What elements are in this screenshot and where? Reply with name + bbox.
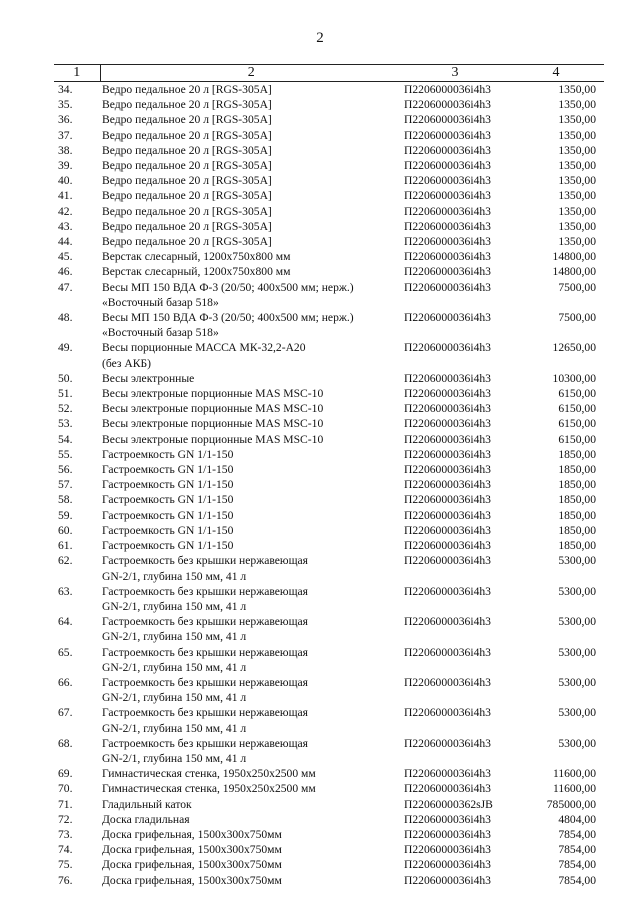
inventory-code: П2206000036i4h3 — [404, 584, 491, 598]
item-name-cell — [100, 462, 402, 477]
item-price: 1850,00 — [558, 478, 596, 492]
table-row — [54, 675, 604, 705]
item-name-cell — [100, 310, 402, 340]
item-name: Гладильный каток — [102, 797, 192, 811]
table-row — [54, 766, 604, 781]
item-price: 1350,00 — [558, 128, 596, 142]
inventory-code: П2206000036i4h3 — [404, 387, 491, 401]
row-number: 58. — [58, 493, 73, 507]
item-name: Ведро педальное 20 л [RGS-305A] — [102, 204, 272, 218]
row-number: 38. — [58, 143, 73, 157]
inventory-code: П2206000036i4h3 — [404, 204, 491, 218]
inventory-code: П2206000036i4h3 — [404, 189, 491, 203]
item-name-cell — [100, 827, 402, 842]
inventory-code: П2206000036i4h3 — [404, 645, 491, 659]
item-name: Ведро педальное 20 л [RGS-305A] — [102, 143, 272, 157]
inventory-code: П2206000036i4h3 — [404, 736, 491, 750]
inventory-code: П2206000036i4h3 — [404, 280, 491, 294]
item-name-cell — [100, 158, 402, 173]
item-price: 5300,00 — [558, 706, 596, 720]
item-name-cell — [100, 477, 402, 492]
item-price: 1350,00 — [558, 174, 596, 188]
item-name-cell — [100, 280, 402, 310]
item-name-cell — [100, 188, 402, 203]
table-row — [54, 401, 604, 416]
item-price: 1850,00 — [558, 539, 596, 553]
item-price: 5300,00 — [558, 615, 596, 629]
item-name: Ведро педальное 20 л [RGS-305A] — [102, 174, 272, 188]
item-price: 1350,00 — [558, 98, 596, 112]
inventory-code: П2206000036i4h3 — [404, 463, 491, 477]
inventory-code: П2206000036i4h3 — [404, 767, 491, 781]
row-number: 57. — [58, 478, 73, 492]
item-name-continued: GN-2/1, глубина 150 мм, 41 л — [102, 691, 247, 705]
item-price: 7854,00 — [558, 843, 596, 857]
item-price: 1850,00 — [558, 508, 596, 522]
item-name-cell — [100, 401, 402, 416]
table-row — [54, 97, 604, 112]
inventory-code: П2206000036i4h3 — [404, 843, 491, 857]
row-number: 74. — [58, 843, 73, 857]
table-row — [54, 812, 604, 827]
row-number: 69. — [58, 767, 73, 781]
item-name-cell — [100, 386, 402, 401]
item-name-cell — [100, 492, 402, 507]
table-row — [54, 173, 604, 188]
table-row — [54, 447, 604, 462]
row-number: 43. — [58, 219, 73, 233]
inventory-code: П2206000036i4h3 — [404, 402, 491, 416]
row-number: 48. — [58, 311, 73, 325]
item-name-cell — [100, 249, 402, 264]
table-row — [54, 553, 604, 583]
inventory-code: П2206000036i4h3 — [404, 812, 491, 826]
table-row — [54, 842, 604, 857]
item-name-continued: GN-2/1, глубина 150 мм, 41 л — [102, 569, 247, 583]
item-price: 10300,00 — [552, 371, 596, 385]
item-name-cell — [100, 705, 402, 735]
item-name: Верстак слесарный, 1200x750x800 мм — [102, 250, 291, 264]
row-number: 59. — [58, 508, 73, 522]
table-row — [54, 873, 604, 888]
inventory-code: П2206000036i4h3 — [404, 371, 491, 385]
inventory-code: П2206000036i4h3 — [404, 508, 491, 522]
item-price: 4804,00 — [558, 812, 596, 826]
item-name-continued: GN-2/1, глубина 150 мм, 41 л — [102, 660, 247, 674]
inventory-code: П2206000036i4h3 — [404, 706, 491, 720]
item-name: Доска грифельная, 1500x300x750мм — [102, 843, 282, 857]
item-price: 785000,00 — [546, 797, 596, 811]
item-price: 5300,00 — [558, 675, 596, 689]
row-number: 50. — [58, 371, 73, 385]
row-number: 37. — [58, 128, 73, 142]
inventory-code: П2206000036i4h3 — [404, 827, 491, 841]
inventory-code: П2206000036i4h3 — [404, 113, 491, 127]
table-row — [54, 827, 604, 842]
item-name-cell — [100, 584, 402, 614]
item-price: 1350,00 — [558, 204, 596, 218]
row-number: 72. — [58, 812, 73, 826]
item-name-continued: GN-2/1, глубина 150 мм, 41 л — [102, 721, 247, 735]
item-name: Гастроемкость GN 1/1-150 — [102, 539, 234, 553]
item-name: Доска грифельная, 1500x300x750мм — [102, 873, 282, 887]
item-name-cell — [100, 128, 402, 143]
item-price: 1350,00 — [558, 189, 596, 203]
page-number: 2 — [316, 30, 324, 46]
table-row — [54, 112, 604, 127]
item-price: 7500,00 — [558, 280, 596, 294]
inventory-code: П2206000036i4h3 — [404, 128, 491, 142]
row-number: 47. — [58, 280, 73, 294]
item-name-cell — [100, 447, 402, 462]
table-row — [54, 645, 604, 675]
item-name: Гастроемкость без крышки нержавеющая — [102, 706, 308, 720]
item-name: Гимнастическая стенка, 1950x250x2500 мм — [102, 767, 316, 781]
item-name: Гастроемкость без крышки нержавеющая — [102, 675, 308, 689]
table-row — [54, 462, 604, 477]
item-price: 1350,00 — [558, 83, 596, 96]
item-price: 14800,00 — [552, 250, 596, 264]
item-name: Весы электроные порционные MAS MSC-10 — [102, 402, 324, 416]
item-name: Ведро педальное 20 л [RGS-305A] — [102, 128, 272, 142]
item-name-continued: GN-2/1, глубина 150 мм, 41 л — [102, 630, 247, 644]
table-row — [54, 705, 604, 735]
inventory-code: П2206000036i4h3 — [404, 265, 491, 279]
item-name-cell — [100, 340, 402, 370]
item-name: Гастроемкость GN 1/1-150 — [102, 493, 234, 507]
inventory-code: П2206000036i4h3 — [404, 159, 491, 173]
item-price: 6150,00 — [558, 432, 596, 446]
table-row — [54, 797, 604, 812]
item-name-cell — [100, 523, 402, 538]
item-price: 7500,00 — [558, 311, 596, 325]
inventory-code: П2206000036i4h3 — [404, 523, 491, 537]
row-number: 76. — [58, 873, 73, 887]
item-name-cell — [100, 675, 402, 705]
item-name: Гимнастическая стенка, 1950x250x2500 мм — [102, 782, 316, 796]
item-name-cell — [100, 432, 402, 447]
item-name: Весы электронные — [102, 371, 195, 385]
header-col-2: 2 — [100, 65, 402, 82]
item-name-cell — [100, 508, 402, 523]
row-number: 51. — [58, 387, 73, 401]
inventory-code: П2206000036i4h3 — [404, 447, 491, 461]
table-row — [54, 219, 604, 234]
item-price: 5300,00 — [558, 736, 596, 750]
table-row — [54, 340, 604, 370]
row-number: 60. — [58, 523, 73, 537]
item-price: 1850,00 — [558, 523, 596, 537]
item-name-cell — [100, 264, 402, 279]
item-name-cell — [100, 234, 402, 249]
row-number: 52. — [58, 402, 73, 416]
item-name-cell — [100, 614, 402, 644]
item-name-cell — [100, 645, 402, 675]
table-row — [54, 523, 604, 538]
row-number: 70. — [58, 782, 73, 796]
inventory-table — [54, 64, 604, 888]
item-name: Весы электроные порционные MAS MSC-10 — [102, 387, 324, 401]
item-name: Ведро педальное 20 л [RGS-305A] — [102, 189, 272, 203]
row-number: 61. — [58, 539, 73, 553]
row-number: 45. — [58, 250, 73, 264]
inventory-code: П2206000036i4h3 — [404, 554, 491, 568]
row-number: 56. — [58, 463, 73, 477]
table-row — [54, 128, 604, 143]
item-price: 6150,00 — [558, 387, 596, 401]
item-name: Гастроемкость без крышки нержавеющая — [102, 736, 308, 750]
item-name: Гастроемкость GN 1/1-150 — [102, 447, 234, 461]
row-number: 41. — [58, 189, 73, 203]
item-price: 12650,00 — [552, 341, 596, 355]
table-row — [54, 477, 604, 492]
inventory-code: П2206000036i4h3 — [404, 235, 491, 249]
item-price: 5300,00 — [558, 554, 596, 568]
header-col-4: 4 — [508, 65, 604, 82]
table-row — [54, 249, 604, 264]
item-name-cell — [100, 219, 402, 234]
item-price: 7854,00 — [558, 858, 596, 872]
row-number: 64. — [58, 615, 73, 629]
table-row — [54, 280, 604, 310]
item-name: Гастроемкость GN 1/1-150 — [102, 523, 234, 537]
inventory-code: П2206000036i4h3 — [404, 493, 491, 507]
table-body — [54, 82, 604, 888]
row-number: 34. — [58, 83, 73, 96]
inventory-code: П22060000362sJB — [404, 797, 493, 811]
inventory-code: П2206000036i4h3 — [404, 219, 491, 233]
item-name-cell — [100, 842, 402, 857]
table-row — [54, 781, 604, 796]
item-name-cell — [100, 797, 402, 812]
item-price: 5300,00 — [558, 645, 596, 659]
inventory-code: П2206000036i4h3 — [404, 539, 491, 553]
row-number: 49. — [58, 341, 73, 355]
row-number: 75. — [58, 858, 73, 872]
row-number: 40. — [58, 174, 73, 188]
item-name: Ведро педальное 20 л [RGS-305A] — [102, 98, 272, 112]
table-row — [54, 158, 604, 173]
item-name-continued: (без АКБ) — [102, 356, 151, 370]
item-name: Весы МП 150 ВДА Ф-3 (20/50; 400x500 мм; нерж.) — [102, 311, 354, 325]
table-row — [54, 736, 604, 766]
inventory-code: П2206000036i4h3 — [404, 432, 491, 446]
row-number: 67. — [58, 706, 73, 720]
item-price: 1350,00 — [558, 235, 596, 249]
inventory-code: П2206000036i4h3 — [404, 250, 491, 264]
item-name-cell — [100, 97, 402, 112]
item-name: Ведро педальное 20 л [RGS-305A] — [102, 235, 272, 249]
item-name-cell — [100, 143, 402, 158]
table-row — [54, 264, 604, 279]
item-price: 1850,00 — [558, 493, 596, 507]
inventory-code: П2206000036i4h3 — [404, 478, 491, 492]
inventory-code: П2206000036i4h3 — [404, 83, 491, 96]
row-number: 63. — [58, 584, 73, 598]
item-price: 6150,00 — [558, 402, 596, 416]
inventory-code: П2206000036i4h3 — [404, 311, 491, 325]
item-name: Ведро педальное 20 л [RGS-305A] — [102, 159, 272, 173]
item-name: Ведро педальное 20 л [RGS-305A] — [102, 83, 272, 96]
item-name-cell — [100, 812, 402, 827]
inventory-code: П2206000036i4h3 — [404, 782, 491, 796]
row-number: 35. — [58, 98, 73, 112]
inventory-code: П2206000036i4h3 — [404, 675, 491, 689]
item-name: Гастроемкость без крышки нержавеющая — [102, 584, 308, 598]
item-price: 5300,00 — [558, 584, 596, 598]
item-name-cell — [100, 553, 402, 583]
table-row — [54, 508, 604, 523]
row-number: 71. — [58, 797, 73, 811]
item-name-cell — [100, 112, 402, 127]
item-name-cell — [100, 82, 402, 98]
item-price: 1350,00 — [558, 219, 596, 233]
item-name: Гастроемкость GN 1/1-150 — [102, 508, 234, 522]
table-row — [54, 386, 604, 401]
item-price: 1850,00 — [558, 463, 596, 477]
row-number: 39. — [58, 159, 73, 173]
item-name: Доска грифельная, 1500x300x750мм — [102, 827, 282, 841]
table-row — [54, 614, 604, 644]
item-name: Ведро педальное 20 л [RGS-305A] — [102, 113, 272, 127]
item-name: Гастроемкость без крышки нержавеющая — [102, 615, 308, 629]
row-number: 55. — [58, 447, 73, 461]
table-row — [54, 538, 604, 553]
item-name: Весы МП 150 ВДА Ф-3 (20/50; 400x500 мм; нерж.) — [102, 280, 354, 294]
row-number: 66. — [58, 675, 73, 689]
row-number: 36. — [58, 113, 73, 127]
inventory-code: П2206000036i4h3 — [404, 615, 491, 629]
item-name-cell — [100, 538, 402, 553]
item-price: 11600,00 — [552, 782, 596, 796]
header-col-3: 3 — [402, 65, 508, 82]
item-price: 1850,00 — [558, 447, 596, 461]
item-name-cell — [100, 781, 402, 796]
inventory-code: П2206000036i4h3 — [404, 98, 491, 112]
inventory-code: П2206000036i4h3 — [404, 143, 491, 157]
table-row — [54, 143, 604, 158]
item-name: Верстак слесарный, 1200x750x800 мм — [102, 265, 291, 279]
item-name: Гастроемкость без крышки нержавеющая — [102, 645, 308, 659]
item-name-continued: GN-2/1, глубина 150 мм, 41 л — [102, 751, 247, 765]
table-row — [54, 432, 604, 447]
item-name: Весы электроные порционные MAS MSC-10 — [102, 417, 324, 431]
item-name-cell — [100, 873, 402, 888]
item-name: Гастроемкость GN 1/1-150 — [102, 478, 234, 492]
inventory-code: П2206000036i4h3 — [404, 174, 491, 188]
table-row — [54, 416, 604, 431]
item-name-cell — [100, 416, 402, 431]
table-row — [54, 857, 604, 872]
table-row — [54, 492, 604, 507]
table-header-row — [54, 65, 604, 82]
table-row — [54, 204, 604, 219]
item-price: 1350,00 — [558, 113, 596, 127]
item-price: 7854,00 — [558, 873, 596, 887]
item-name-continued: «Восточный базар 518» — [102, 326, 219, 340]
item-name-continued: GN-2/1, глубина 150 мм, 41 л — [102, 599, 247, 613]
row-number: 65. — [58, 645, 73, 659]
item-name: Доска грифельная, 1500x300x750мм — [102, 858, 282, 872]
table-row — [54, 188, 604, 203]
item-price: 7854,00 — [558, 827, 596, 841]
inventory-code: П2206000036i4h3 — [404, 873, 491, 887]
row-number: 73. — [58, 827, 73, 841]
item-price: 14800,00 — [552, 265, 596, 279]
item-name-continued: «Восточный базар 518» — [102, 295, 219, 309]
table-row — [54, 234, 604, 249]
table-row — [54, 82, 604, 98]
item-price: 11600,00 — [552, 767, 596, 781]
item-price: 6150,00 — [558, 417, 596, 431]
item-name: Весы электроные порционные MAS MSC-10 — [102, 432, 324, 446]
item-name-cell — [100, 766, 402, 781]
item-name: Ведро педальное 20 л [RGS-305A] — [102, 219, 272, 233]
item-name-cell — [100, 204, 402, 219]
inventory-code: П2206000036i4h3 — [404, 417, 491, 431]
row-number: 54. — [58, 432, 73, 446]
table-row — [54, 371, 604, 386]
item-name: Гастроемкость без крышки нержавеющая — [102, 554, 308, 568]
inventory-code: П2206000036i4h3 — [404, 341, 491, 355]
row-number: 62. — [58, 554, 73, 568]
item-name-cell — [100, 371, 402, 386]
row-number: 42. — [58, 204, 73, 218]
table-row — [54, 584, 604, 614]
row-number: 68. — [58, 736, 73, 750]
item-name: Гастроемкость GN 1/1-150 — [102, 463, 234, 477]
row-number: 44. — [58, 235, 73, 249]
item-name-cell — [100, 857, 402, 872]
table-row — [54, 310, 604, 340]
row-number: 53. — [58, 417, 73, 431]
item-name-cell — [100, 173, 402, 188]
item-name: Доска гладильная — [102, 812, 190, 826]
item-name: Весы порционные МАССА МК-32,2-А20 — [102, 341, 306, 355]
header-col-1: 1 — [54, 65, 100, 82]
row-number: 46. — [58, 265, 73, 279]
item-price: 1350,00 — [558, 143, 596, 157]
item-price: 1350,00 — [558, 159, 596, 173]
item-name-cell — [100, 736, 402, 766]
inventory-code: П2206000036i4h3 — [404, 858, 491, 872]
